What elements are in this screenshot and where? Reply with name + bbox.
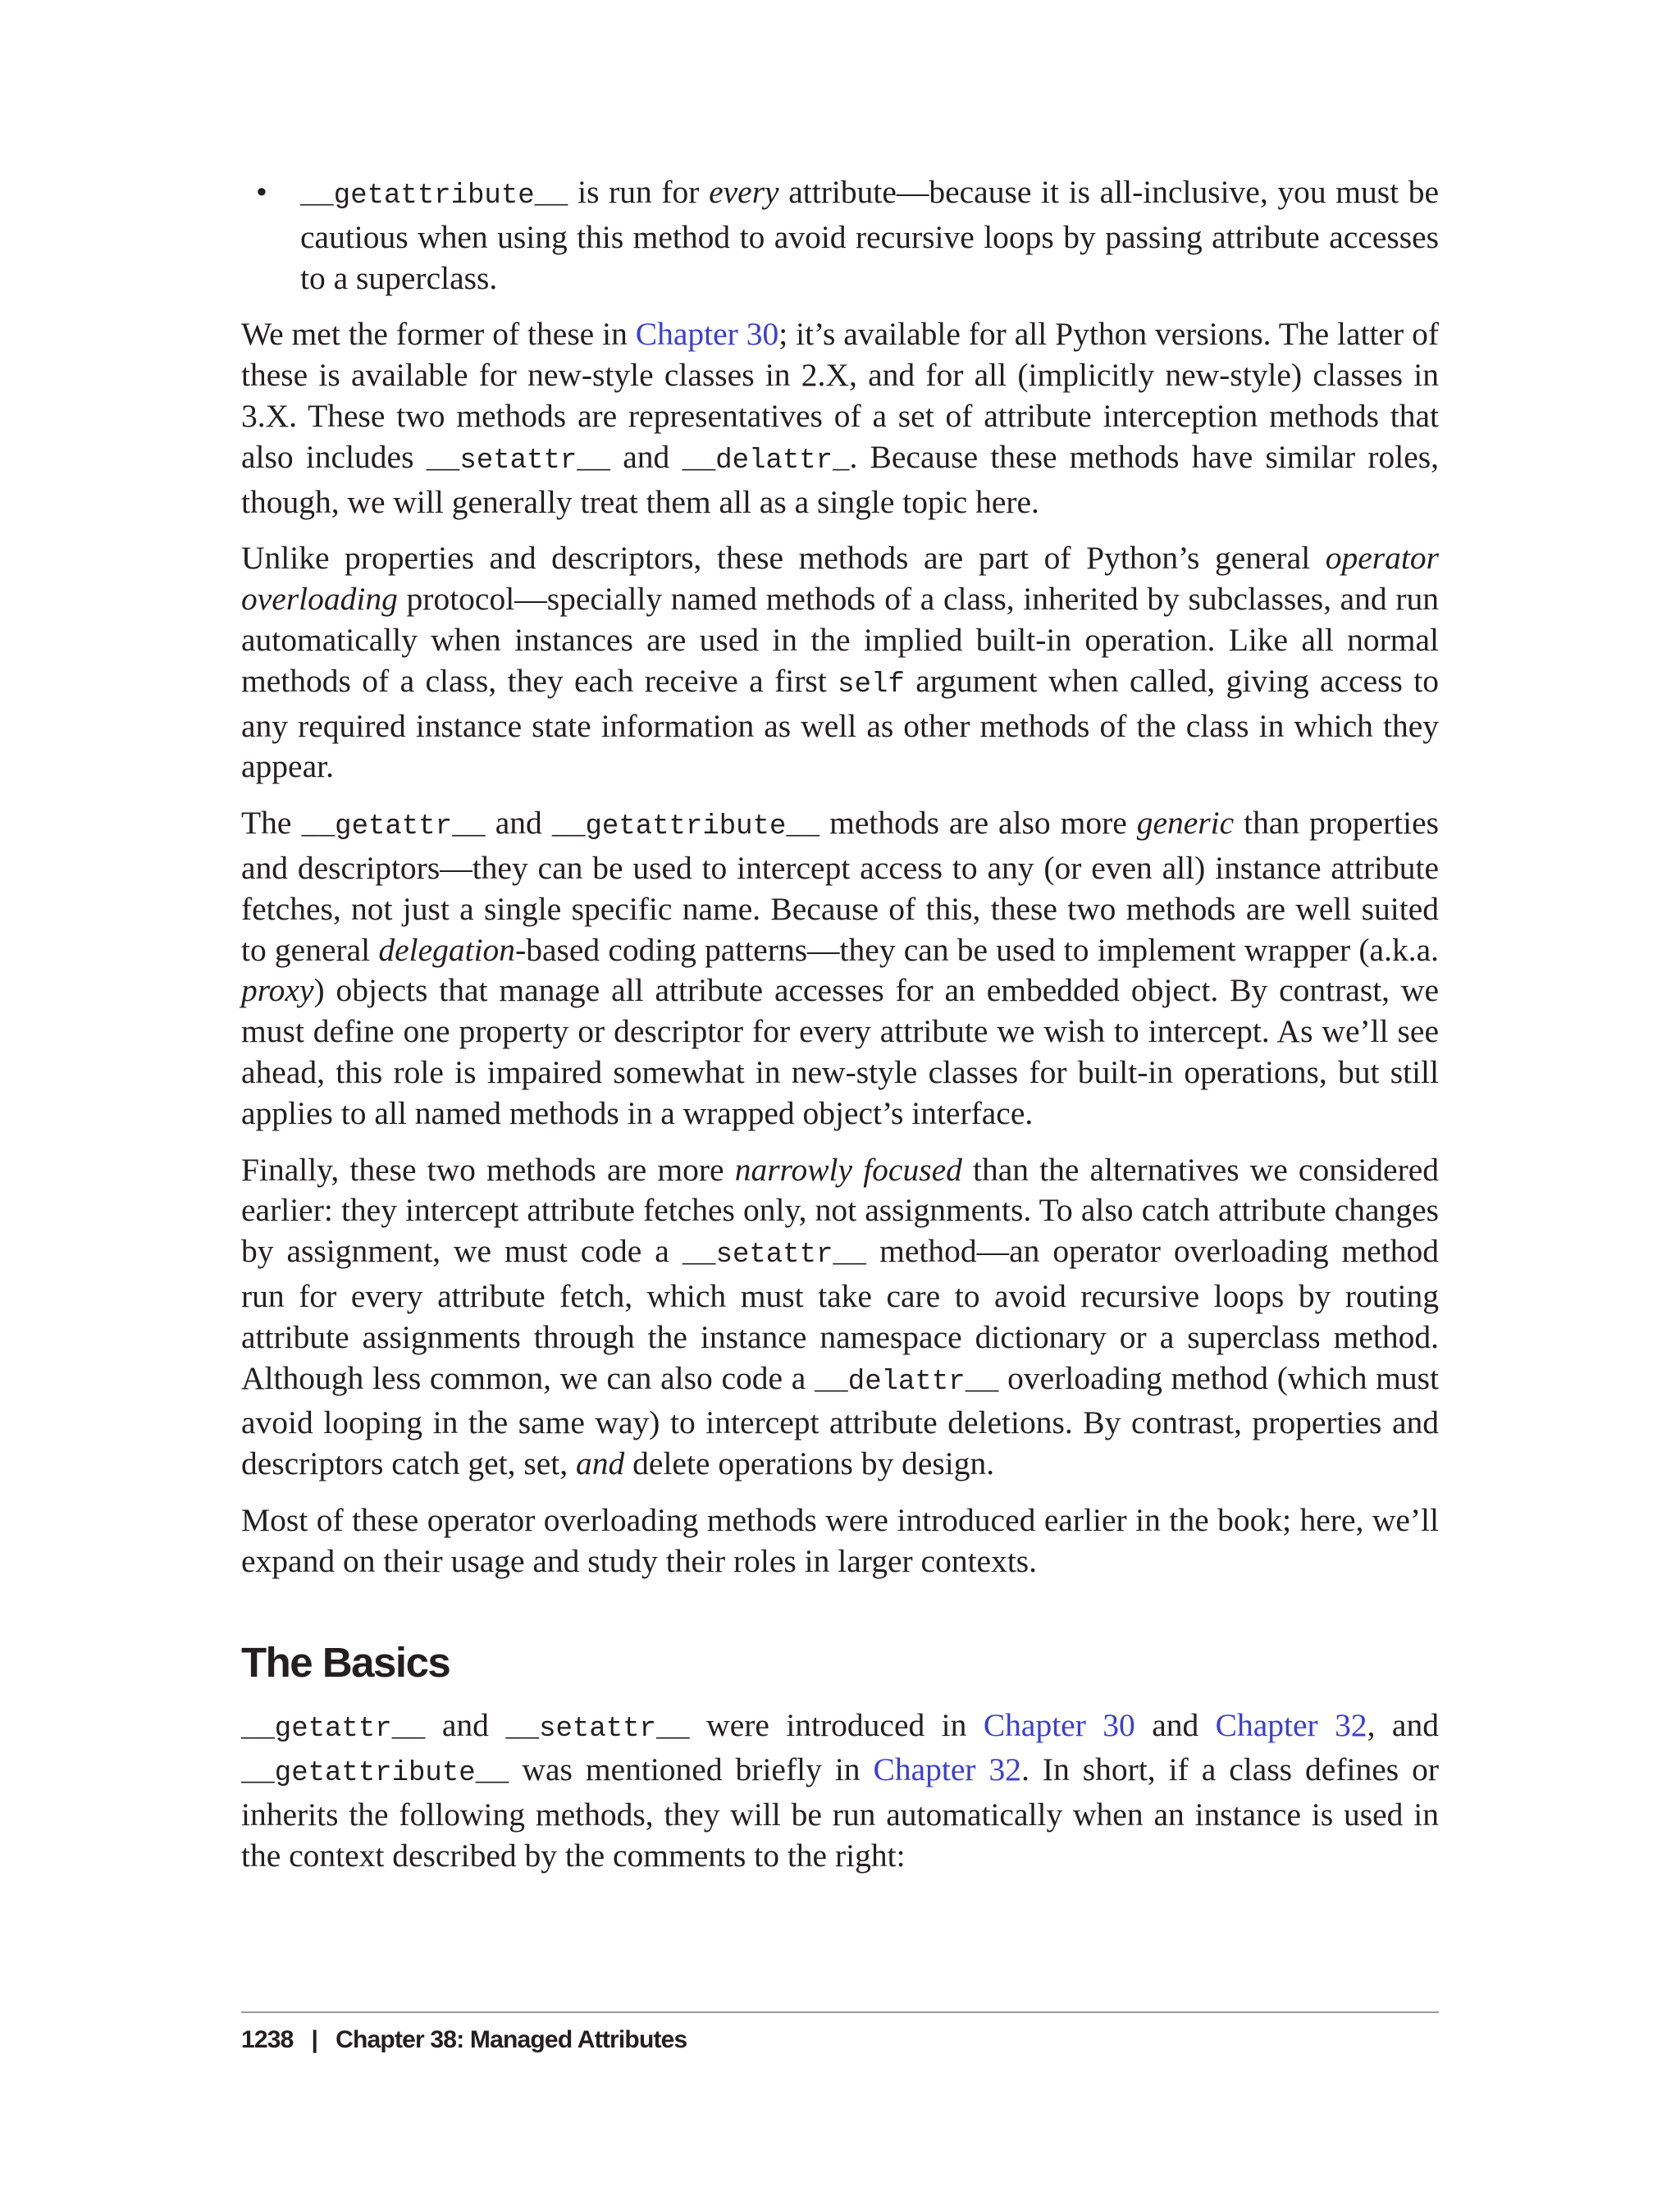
code-delattr: __delattr_ [682,445,850,477]
paragraph-2 [241,538,1439,788]
text-run: . Because these methods have similar roles, though, we will generally treat them all as a single topic here. [241,438,1439,520]
text-run: was mentioned briefly in [509,1751,874,1788]
text-run: and [1134,1706,1216,1743]
code-getattribute: __getattribute__ [551,811,820,843]
bullet-list [241,172,1439,299]
text-run: is run for [568,174,710,210]
text-run: than properties and descriptors—they can be used to intercept access to any (or even all) instance attribute fetches, not just a single specific name. Because of this, these two methods are well suited to general [241,805,1439,968]
footer-divider [241,2011,1439,2013]
text-run: , and [1367,1706,1439,1743]
paragraph-5 [241,1500,1439,1582]
code-getattribute: __getattribute__ [241,1758,509,1790]
text-run: and [425,1706,506,1743]
bullet-marker: • [256,174,267,210]
text-run: -based coding patterns—they can be used to implement wrapper (a.k.a. [515,931,1439,968]
text-run: ) objects that manage all attribute accesses for an embedded object. By contrast, we must define one property or descriptor for every attribute we wish to intercept. As we’ll see ahead, this role is impaired somewhat in new-style classes for built-in operations, but still applies to all named methods in a wrapped object’s interface. [241,972,1439,1131]
code-delattr: __delattr__ [815,1366,999,1398]
code-getattribute: __getattribute__ [300,180,568,212]
code-setattr: __setattr__ [426,445,611,477]
code-getattr: __getattr__ [241,1713,426,1745]
text-run: . In short, if a class defines or inherits the following methods, they will be run automatically when an instance is used in the context described by the comments to the right: [241,1751,1439,1874]
paragraph-3 [241,803,1439,1134]
text-run: attribute—because it is all-inclusive, you must be cautious when using this method to avoid recursive loops by passing attribute accesses to a superclass. [300,174,1439,296]
emphasis: and [576,1445,625,1482]
code-setattr: __setattr__ [682,1239,867,1271]
text-run: than the alternatives we considered earlier: they intercept attribute fetches only, not assignments. To also catch attribute changes by assignment, we must code a [241,1151,1440,1270]
link-chapter-30[interactable]: Chapter 30 [635,316,779,353]
emphasis: operator overloading [241,540,1439,618]
text-run: Finally, these two methods are more [241,1151,735,1188]
emphasis: delegation [378,931,516,968]
code-self: self [838,669,905,701]
text-run: ; it’s available for all Python versions. The latter of these is available for new-style classes in 2.X, and for all (implicitly new-style) classes in 3.X. These two methods are representatives of a set of attribute interception methods that also includes [241,316,1439,475]
link-chapter-32[interactable]: Chapter 32 [873,1751,1022,1788]
list-item [241,172,1439,299]
paragraph-1 [241,314,1439,523]
text-run: and [610,438,682,475]
footer-separator: | [311,2026,318,2053]
emphasis: generic [1136,805,1235,842]
text-run: methods are also more [819,805,1137,842]
page-number: 1238 [241,2026,294,2053]
link-chapter-30[interactable]: Chapter 30 [983,1706,1135,1743]
text-run: and [485,805,552,842]
emphasis: proxy [241,972,314,1009]
text-run: overloading method (which must avoid looping in the same way) to intercept attribute deletions. By contrast, properties and descriptors catch get, set, [241,1359,1439,1482]
running-chapter-title: Chapter 38: Managed Attributes [336,2026,687,2053]
paragraph-6 [241,1705,1439,1877]
code-setattr: __setattr__ [505,1713,690,1745]
page-body [241,172,1439,1892]
paragraph-4 [241,1150,1439,1485]
text-run: protocol—specially named methods of a class, inherited by subclasses, and run automatically when instances are used in the implied built-in operation. Like all normal methods of a class, they each receive a first [241,581,1439,699]
text-run: were introduced in [689,1706,984,1743]
emphasis: every [709,174,779,210]
text-run: We met the former of these in [241,316,636,353]
page-footer [241,2026,687,2054]
emphasis: narrowly focused [734,1151,962,1188]
text-run: Most of these operator overloading methods were introduced earlier in the book; here, we’ll expand on their usage and study their roles in larger contexts. [241,1501,1439,1579]
text-run: method—an operator overloading method run for every attribute fetch, which must take care to avoid recursive loops by routing attribute assignments through the instance namespace dictionary or a superclass method. Although less common, we can also code a [241,1233,1439,1396]
text-run: Unlike properties and descriptors, these methods are part of Python’s general [241,540,1326,577]
text-run: argument when called, giving access to any required instance state information as well as other methods of the class in which they appear. [241,662,1439,785]
link-chapter-32[interactable]: Chapter 32 [1215,1706,1367,1743]
text-run: The [241,805,302,842]
code-getattr: __getattr__ [301,811,486,843]
section-heading: The Basics [241,1638,450,1686]
text-run: delete operations by design. [624,1445,995,1482]
